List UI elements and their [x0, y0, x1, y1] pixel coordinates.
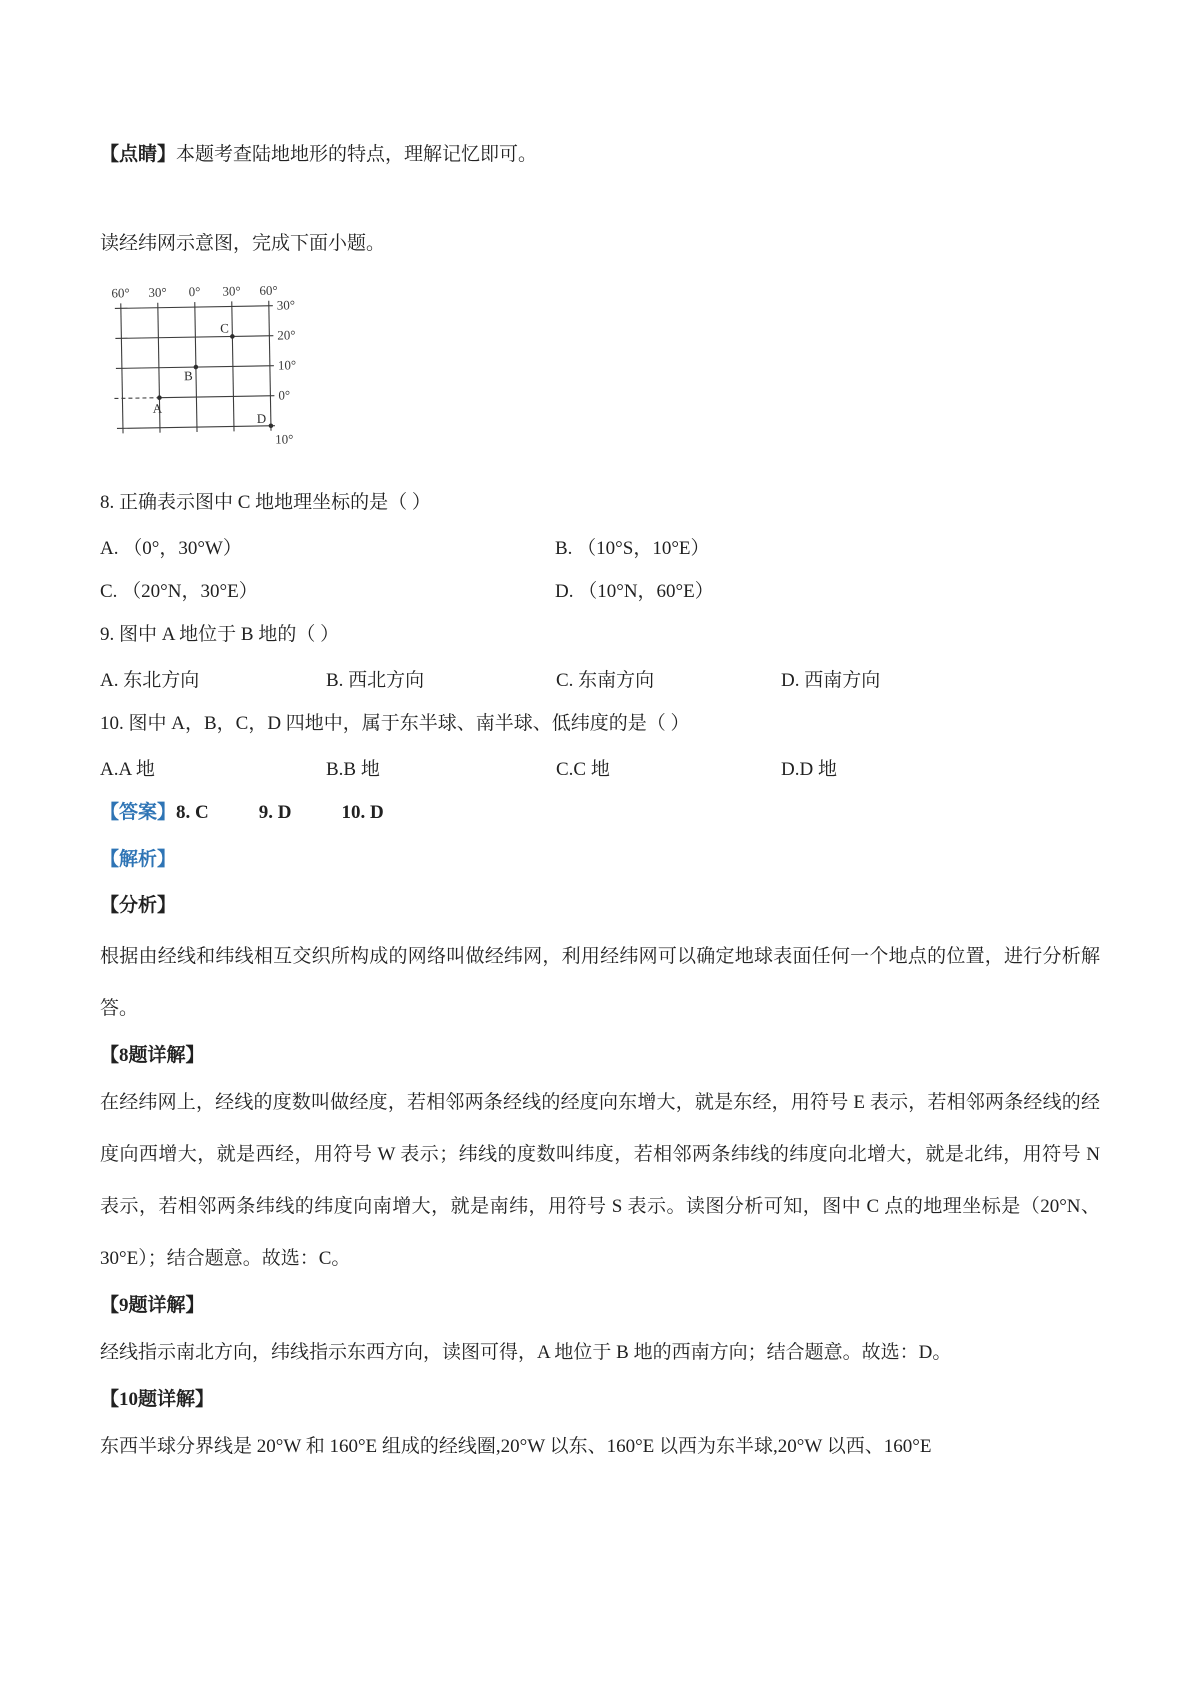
answer-line [100, 801, 1100, 825]
question-8-options-row-1 [100, 537, 1100, 561]
question-8-option-b: B. （10°S，10°E） [555, 538, 710, 559]
question-8-option-c: C. （20°N，30°E） [100, 581, 258, 602]
answer-label: 【答案】 [100, 802, 177, 823]
dianjing-text: 本题考查陆地地形的特点，理解记忆即可。 [176, 144, 538, 165]
question-10-option-a: A.A 地 [100, 759, 155, 780]
passage-intro: 读经纬网示意图，完成下面小题。 [100, 233, 386, 254]
lat-label: 10° [275, 431, 294, 447]
question-10-option-c: C.C 地 [556, 759, 610, 780]
detail-10-label: 【10题详解】 [100, 1389, 215, 1410]
detail-8-label: 【8题详解】 [100, 1045, 205, 1066]
point-dot-c [230, 334, 235, 339]
lon-label: 60° [259, 283, 278, 298]
answer-q8: 8. C [176, 802, 209, 823]
top-longitude-labels [111, 283, 277, 301]
fenxi-label: 【分析】 [100, 895, 177, 916]
question-8-options-row-2 [100, 580, 1100, 604]
detail-9-label: 【9题详解】 [100, 1295, 205, 1316]
detail-8-paragraph: 在经纬网上，经线的度数叫做经度，若相邻两条经线的经度向东增大，就是东经，用符号 E 表示，若相邻两条经线的经度向西增大，就是西经，用符号 W 表示；纬线的度数叫纬度，若相邻两条纬线的纬度向北增大，就是北纬，用符号 N 表示，若相邻两条纬线的纬度向南增大，就是南纬，用符号 S 表示。读图分析可知，图中 C 点的地理坐标是（20°N、30°E）；结合题意。故选：C。 [100, 1092, 1100, 1269]
lat-label: 20° [277, 327, 296, 343]
lon-label: 30° [148, 284, 167, 300]
lon-label: 30° [222, 283, 241, 299]
dianjing-label: 【点睛】 [100, 144, 177, 165]
question-8-option-d: D. （10°N，60°E） [555, 581, 714, 602]
point-dot-b [194, 365, 199, 370]
question-8-stem [100, 491, 1100, 515]
question-10-text: 图中 A，B，C，D 四地中，属于东半球、南半球、低纬度的是（ ） [123, 713, 690, 734]
point-label-b: B [183, 368, 193, 384]
answer-q9: 9. D [258, 802, 292, 823]
jiexi-label: 【解析】 [100, 849, 177, 870]
question-10-option-b: B.B 地 [326, 759, 380, 780]
dashed-equator-segment [114, 398, 159, 399]
lat-label: 10° [277, 357, 297, 373]
lat-label: 0° [278, 387, 291, 403]
detail-9-paragraph: 经线指示南北方向，纬线指示东西方向，读图可得，A 地位于 B 地的西南方向；结合题意。故选：D。 [100, 1342, 952, 1363]
question-8-number: 8. [100, 492, 115, 513]
lon-label: 60° [111, 285, 130, 301]
latlon-grid-svg [104, 283, 339, 469]
point-label-a: A [152, 400, 163, 416]
dianjing-note [100, 143, 1100, 167]
question-8-text: 正确表示图中 C 地地理坐标的是（ ） [114, 492, 431, 513]
point-dot-d [269, 423, 274, 428]
answer-q10: 10. D [341, 802, 384, 823]
question-9-option-d: D. 西南方向 [781, 670, 881, 691]
question-9-text: 图中 A 地位于 B 地的（ ） [114, 624, 340, 645]
point-label-c: C [220, 320, 230, 336]
question-9-option-a: A. 东北方向 [100, 670, 200, 691]
latlon-grid-figure [104, 283, 1100, 475]
question-9-options-row [100, 669, 1100, 693]
fenxi-paragraph: 根据由经线和纬线相互交织所构成的网络叫做经纬网，利用经纬网可以确定地球表面任何一个地点的位置，进行分析解答。 [100, 946, 1100, 1019]
question-9-option-b: B. 西北方向 [326, 670, 425, 691]
point-label-d: D [256, 410, 267, 426]
right-latitude-labels [273, 297, 298, 446]
point-dot-a [157, 395, 162, 400]
question-10-options-row [100, 758, 1100, 782]
question-9-number: 9. [100, 624, 115, 645]
question-9-option-c: C. 东南方向 [556, 670, 655, 691]
question-9-stem [100, 623, 1100, 647]
lat-label: 30° [276, 297, 296, 313]
question-10-option-d: D.D 地 [781, 759, 837, 780]
lon-label: 0° [188, 283, 201, 300]
question-8-option-a: A. （0°，30°W） [100, 538, 242, 559]
question-10-number: 10. [100, 713, 124, 734]
detail-10-paragraph: 东西半球分界线是 20°W 和 160°E 组成的经线圈,20°W 以东、160°E 以西为东半球,20°W 以西、160°E [100, 1436, 932, 1457]
question-10-stem [100, 712, 1100, 736]
